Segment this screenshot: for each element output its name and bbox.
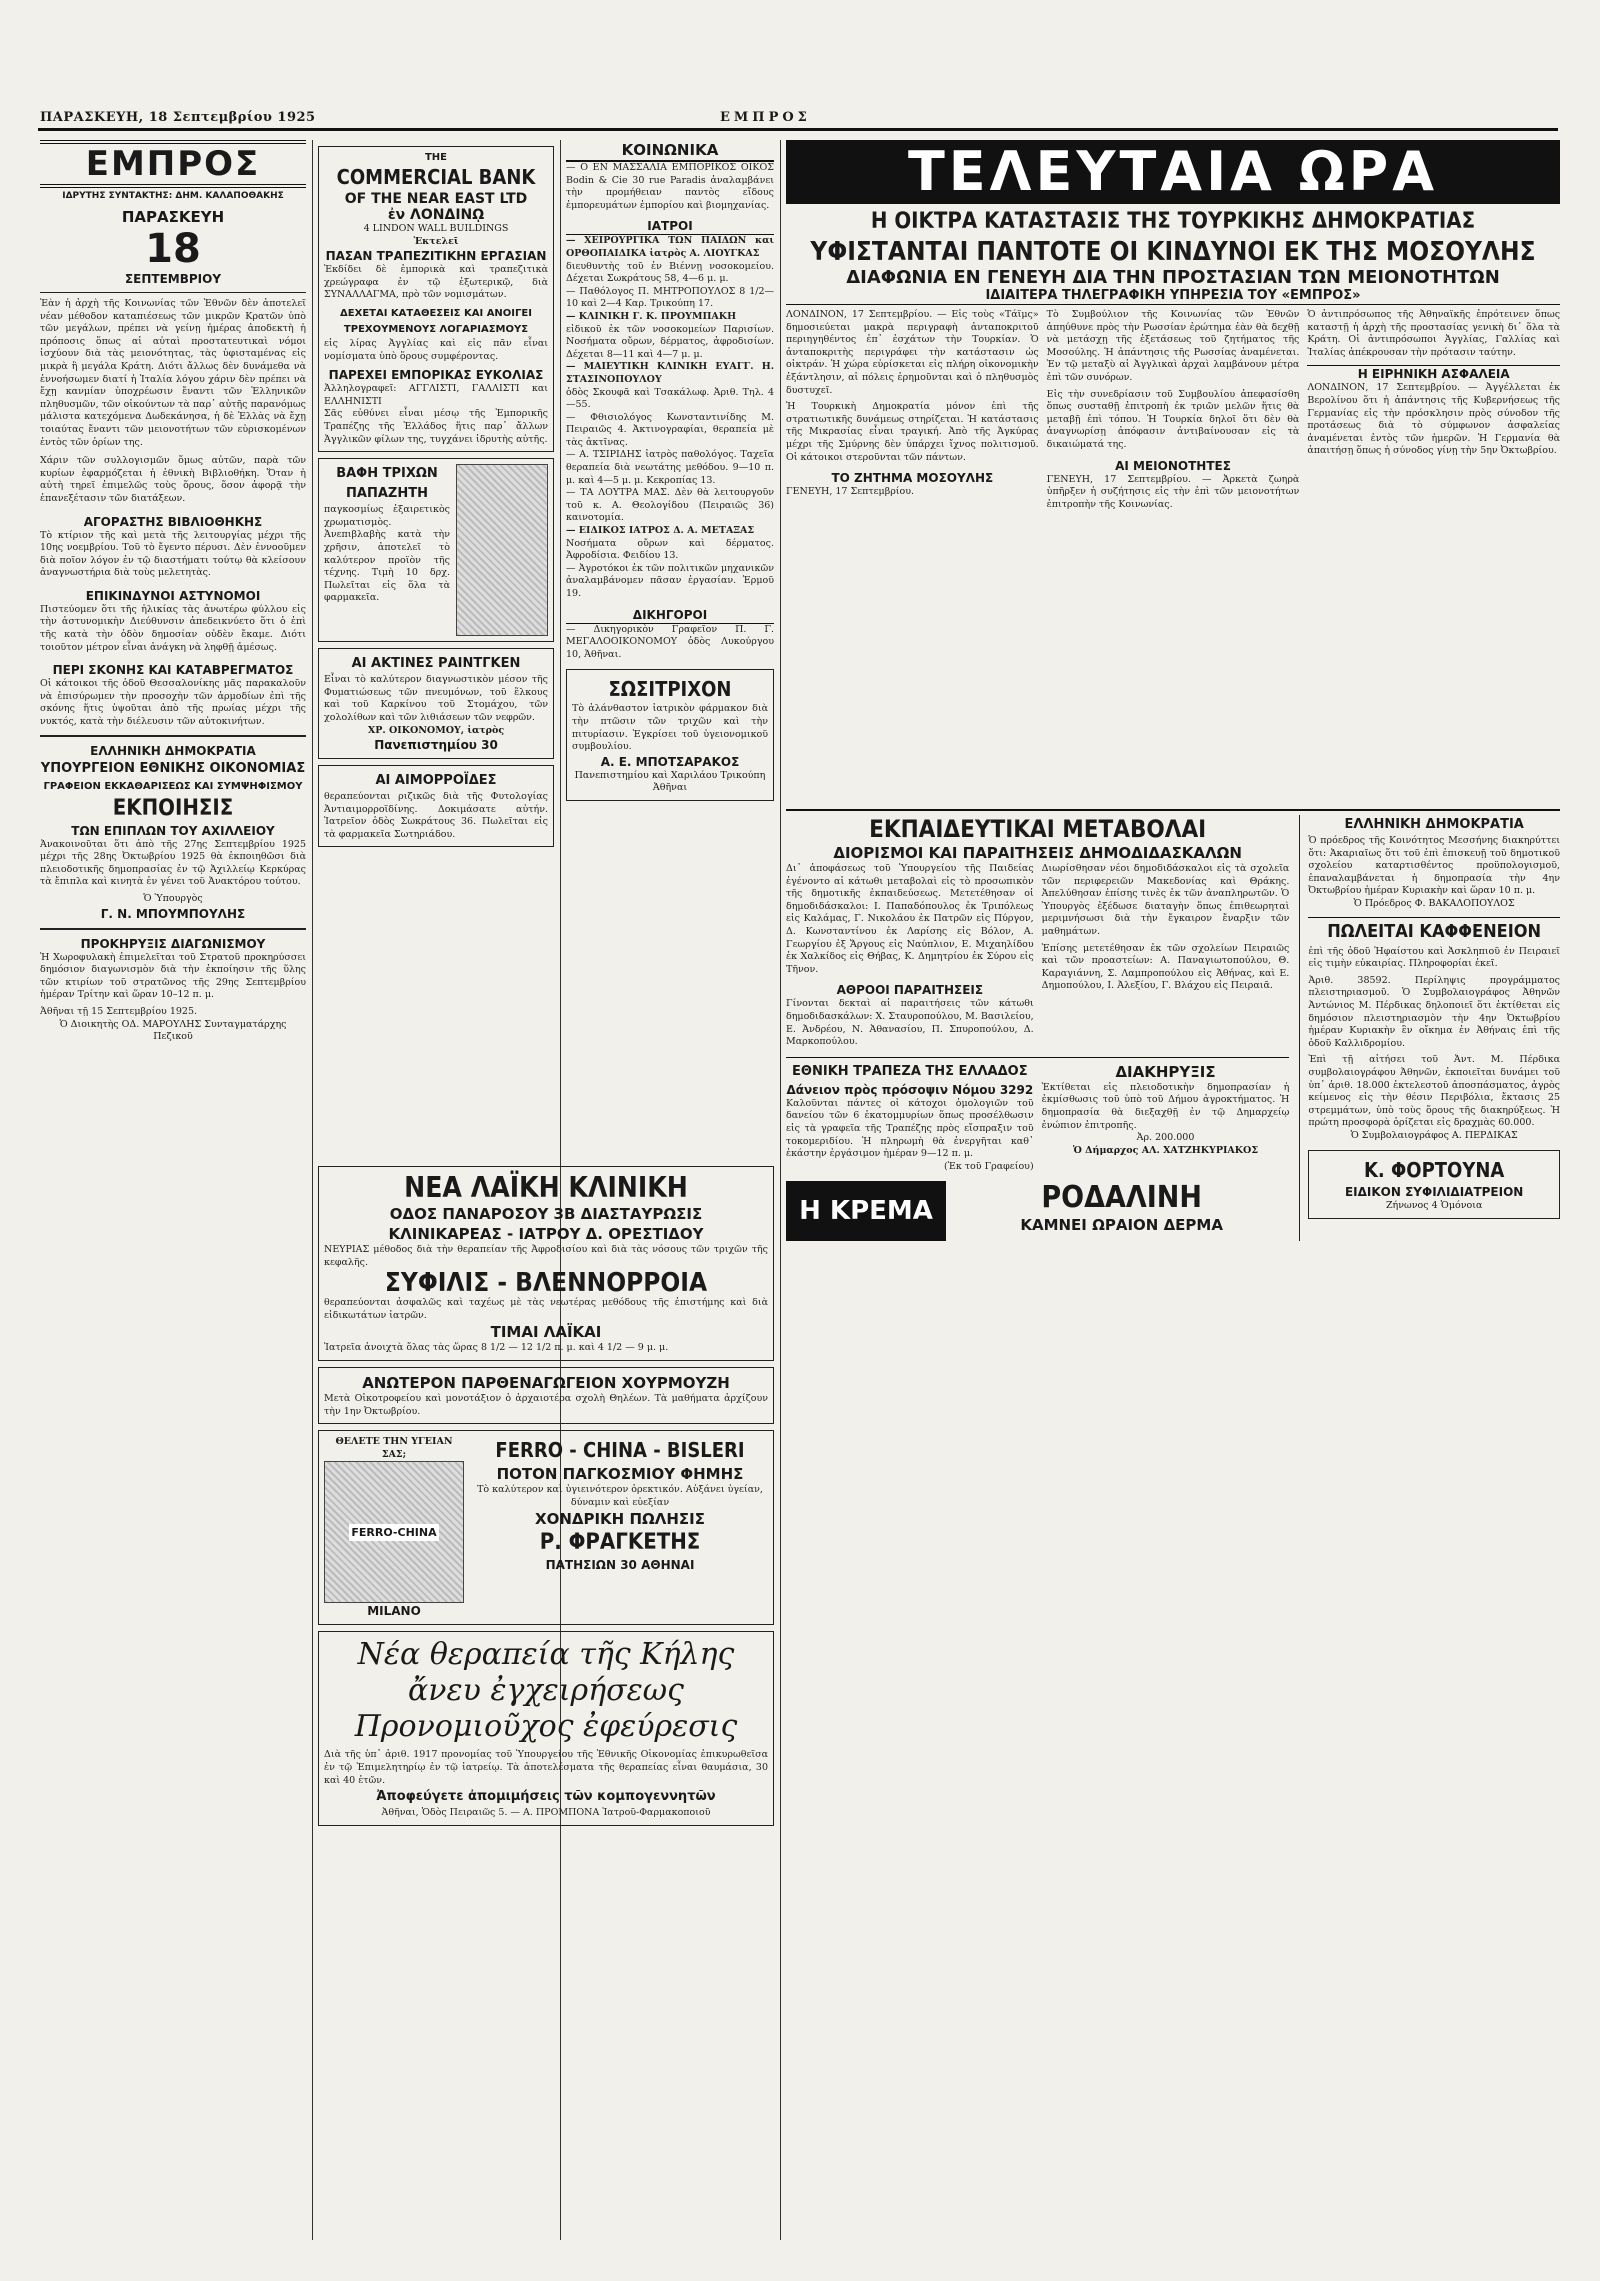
news-columns — [786, 309, 1560, 809]
doctor-7-text: — ΤΑ ΛΟΥΤΡΑ ΜΑΣ. Δὲν θὰ λειτουργοῦν τοῦ κ. Α. Θεολογίδου (Πειραιῶς 36) καινοτομία. — [566, 487, 774, 524]
clinic-location: Ζήνωνος 4 Ὁμόνοια — [1385, 1200, 1483, 1212]
resignations-heading: ΑΘΡΟΟΙ ΠΑΡΑΙΤΗΣΕΙΣ — [836, 983, 984, 998]
decree-amount: Ἀρ. 200.000 — [1136, 1132, 1195, 1144]
clinic-doctor: ΚΛΙΝΙΚΑΡΕΑΣ - ΙΑΤΡΟΥ Δ. ΟΡΕΣΤΙΔΟΥ — [388, 1225, 704, 1243]
minorities-heading: ΑΙ ΜΕΙΟΝΟΤΗΤΕΣ — [1115, 458, 1231, 473]
section-police-text: Πιστεύομεν ὅτι τῆς ἡλικίας τὰς ἀνωτέρω φύλλου εἰς τὴν ἀστυνομικὴν Διεύθυνσιν ἀπεδεικνύετο ὅτι ὁ ἐπὶ τῆς κατὰ τὴν ὁδὸν δημοσίαν οὐδὲν ἔκαμε. Διότι τοιοῦτον μέτρον εἶναι ἀνάγκη νὰ ληφθῇ ἀμέσως. — [40, 603, 306, 653]
column-1 — [40, 140, 306, 2240]
founder-line: ΙΔΡΥΤΗΣ ΣΥΝΤΑΚΤΗΣ: ΔΗΜ. ΚΑΛΑΠΟΘΑΚΗΣ — [62, 191, 284, 201]
hemorrhoids-ad — [318, 765, 554, 847]
clinic-address: ΟΔΟΣ ΠΑΝΑΡΟΣΟΥ 3Β ΔΙΑΣΤΑΥΡΩΣΙΣ — [389, 1205, 703, 1223]
doctor-1-text: διευθυντὴς τοῦ ἐν Βιέννῃ νοσοκομείου. Δέχεται Σωκράτους 58, 4—6 μ. μ. — [566, 260, 774, 285]
clinic-role: ΕΙΔΙΚΟΝ ΣΥΦΙΛΙΔΙΑΤΡΕΙΟΝ — [1344, 1185, 1524, 1200]
doctor-8-title: — ΕΙΔΙΚΟΣ ΙΑΤΡΟΣ Δ. Α. ΜΕΤΑΞΑΣ — [566, 525, 755, 537]
bank-facilities: ΠΑΡΕΧΕΙ ΕΜΠΟΡΙΚΑΣ ΕΥΚΟΛΙΑΣ — [328, 368, 544, 383]
education-text-3: Ἐπίσης μετετέθησαν ἐκ τῶν σχολείων Πειραιῶς καὶ τῶν προαστείων: Α. Παναγιωτοπούλου, Θ. Καραγιάννη, Σ. Λαμπροπούλου εἰς Ἀθήνας, καὶ Ε. Δημοπούλου, Ι. Ἀλεξίου, Γ. Βλάχου εἰς Πειραιᾶ. — [1041, 942, 1290, 992]
ferro-text: Τὸ καλύτερον καὶ ὑγιεινότερον ὀρεκτικόν. Αὐξάνει ὑγείαν, δύναμιν καὶ εὐεξίαν — [477, 1484, 763, 1508]
doctor-4-title: — ΜΑΙΕΥΤΙΚΗ ΚΛΙΝΙΚΗ ΕΥΑΓΓ. Η. ΣΤΑΣΙΝΟΠΟΥΛΟΥ — [566, 361, 774, 385]
ferro-china-ad — [318, 1430, 774, 1625]
social-text: — Ο ΕΝ ΜΑΣΣΑΛΙΑ ΕΜΠΟΡΙΚΟΣ ΟΙΚΟΣ Bodin & Cie 30 rue Paradis ἀναλαμβάνει τὴν προμήθειαν παντὸς εἴδους ἐμπορευμάτων ἐμπορίου καὶ βιομηχανίας. — [566, 162, 774, 211]
doctor-8-text: Νοσήματα οὔρων καὶ δέρματος. Ἀφροδίσια. Φειδίου 13. — [566, 537, 774, 562]
right-notice-text: Ἐπὶ τῇ αἰτήσει τοῦ Ἀντ. Μ. Πέρδικα συμβολαιογράφου Ἀθηνῶν, ἐκποιεῖται δυνάμει τοῦ ὑπ᾽ ἀριθ. 18.000 ἐκτελεστοῦ ἀποσπάσματος, ἀγρὸς κείμενος εἰς τὴν θέσιν Περιβόλια, ἔκτασις 25 στρεμμάτων, ὑπὸ τοὺς ὅρους τῆς διακηρύξεως. Ἡ πρώτη προσφορὰ ὁρίζεται εἰς δραχμὰς 60.000. — [1308, 1054, 1560, 1129]
column-4 — [786, 140, 1560, 2240]
clinic-text-2: θεραπεύονται ἀσφαλῶς καὶ ταχέως μὲ τὰς νεωτέρας μεθόδους τῆς ἐπιστήμης καὶ διὰ εἰδικωτάτων ἰατρῶν. — [324, 1297, 768, 1321]
hernia-warning: Ἀποφεύγετε ἀπομιμήσεις τῶν κομπογεννητῶν — [376, 1789, 716, 1805]
bank-city: ἐν ΛΟΝΔΙΝῼ — [387, 207, 485, 223]
london-report-2: Ἡ Τουρκικὴ Δημοκρατία μόνον ἐπὶ τῆς στρατιωτικῆς δυνάμεως στηρίζεται. Ἡ κατάστασις τῆς Μικρασίας εἶναι τραγική. Ἀπὸ τῆς Ἀγκύρας μέχρι τῆς Σμύρνης δὲν ὑπάρχει ἴχνος πολιτισμοῦ. Οἱ κάτοικοι στεροῦνται τῶν πάντων. — [786, 401, 1039, 463]
lower-section — [786, 809, 1560, 1241]
bank-deposits: ΔΕΧΕΤΑΙ ΚΑΤΑΘΕΣΕΙΣ ΚΑΙ ΑΝΟΙΓΕΙ ΤΡΕΧΟΥΜΕΝΟΥΣ ΛΟΓΑΡΙΑΣΜΟΥΣ — [340, 307, 532, 335]
clinic-ad — [318, 1166, 774, 1361]
ministry-heading: ΕΛΛΗΝΙΚΗ ΔΗΜΟΚΡΑΤΙΑ — [90, 743, 256, 758]
doctor-6-text: — Α. ΤΣΙΡΙΔΗΣ ἰατρὸς παθολόγος. Ταχεῖα θεραπεία διὰ νεωτάτης μεθόδου. 9—10 π. μ. καὶ 4—5 μ. μ. Κεκροπίας 13. — [566, 449, 774, 486]
security-text: ΛΟΝΔΙΝΟΝ, 17 Σεπτεμβρίου. — Ἀγγέλλεται ἐκ Βερολίνου ὅτι ἡ ἀπάντησις τῆς Κυβερνήσεως τῆς Γερμανίας εἰς τὴν πρόσκλησιν πρὸς σύνοδον τῆς προτάσεως διὰ τὸ σύμφωνον ἀσφαλείας ἀναμένεται ἐντὸς τῶν ἡμερῶν. Ἡ Γερμανία θὰ ἀπαιτήσῃ ὅπως ἡ σύνοδος γίνῃ τὴν 5ην Ὀκτωβρίου. — [1307, 382, 1560, 457]
education-text-1: Δι᾽ ἀποφάσεως τοῦ Ὑπουργείου τῆς Παιδείας ἐγένοντο αἱ κάτωθι μεταβολαὶ εἰς τὸ προσωπικὸν τῆς δημοτικῆς ἐκπαιδεύσεως. Μετετέθησαν οἱ δημοδιδάσκαλοι: Ι. Παπαδόπουλος ἐκ Τριπόλεως εἰς Καλάμας, Γ. Νικολάου ἐκ Πατρῶν εἰς Πύργον, Δ. Κωνσταντίνου ἐκ Λαρίσης εἰς Βόλον, Α. Γεωργίου ἐξ Ἄργους εἰς Ναύπλιον, Ε. Μιχαηλίδου ἐκ Χαλκίδος εἰς Θήβας, Κ. Δημητρίου ἐκ Σύρου εἰς Τῆνον. — [786, 863, 1034, 975]
syphilis-clinic-ad — [1308, 1150, 1560, 1219]
bank-executes: Ἐκτελεῖ — [413, 235, 459, 247]
ferro-address: ΠΑΤΗΣΙΩΝ 30 ΑΘΗΝΑΙ — [545, 1558, 695, 1573]
masthead-rule — [38, 128, 1558, 131]
ferro-brand: FERRO - CHINA - BISLERI — [495, 1438, 745, 1463]
school-ad — [318, 1367, 774, 1424]
doctor-2-text: — Παθόλογος Π. ΜΗΤΡΟΠΟΥΛΟΣ 8 1/2—10 καὶ 2—4 Καρ. Τρικούπη 17. — [566, 285, 774, 310]
greek-republic-text: Ὁ πρόεδρος τῆς Κοινότητος Μεσσήνης διακηρύττει ὅτι: Ἀκαριαῖως ὅτι τοῦ ἐπὶ ἐπισκευῇ τοῦ δημοτικοῦ σχολείου καταρτισθέντος προϋπολογισμοῦ, ἐπαναλαμβάνεται ἡ δημοπρασία τὴν 4ην Ὀκτωβρίου ἡμέραν Κυριακὴν καὶ ὥραν 10 π. μ. — [1308, 835, 1560, 897]
auction-text: Ἀνακοινοῦται ὅτι ἀπὸ τῆς 27ης Σεπτεμβρίου 1925 μέχρι τῆς 28ης Ὀκτωβρίου 1925 θὰ ἐκποιηθῶσι διὰ πλειοδοτικῆς δημοπρασίας ἐν τῷ Ἀχιλλείῳ Κερκύρας τὰ ἔπιπλα καὶ κινητὰ ἐν γένει τοῦ Ἀνακτόρου τούτου. — [40, 838, 306, 888]
contest-signature: Ὁ Διοικητὴς ΟΔ. ΜΑΡΟΥΛΗΣ Συνταγματάρχης Πεζικοῦ — [59, 1018, 287, 1043]
education-columns — [786, 863, 1289, 1049]
lead-article: Ἐὰν ἡ ἀρχὴ τῆς Κοινωνίας τῶν Ἐθνῶν δὲν ἀποτελεῖ νέαν μέθοδον καταπιέσεως τῶν μικρῶν Κρατῶν ὑπὸ τῶν μεγάλων, πρέπει νὰ γείνῃ ἡμέρας ἀποδεκτὴ ἡ πρόποσις ὅπως αἱ αὐταὶ προστατευτικαὶ νόμοι ἰσχύουν διὰ τὰς μειονότητας, τὰς ὑφισταμένας εἰς μικρὰ ἢ μεγάλα Κράτη. Διότι ἄλλως δὲν δυνάμεθα νὰ ἐννοήσωμεν διατί ἡ Ἰταλία λόγου χάριν δὲν πρέπει νὰ ἔχῃ κανμίαν ὑποχρέωσιν ἔναντι τῶν Ἑλληνικῶν πληθυσμῶν, τῶν οἰκούντων τὰ παρ᾽ αὐτῆς παρανόμως μάλιστα κατεχόμενα Δωδεκάνησα, ἡ δὲ Ἑλλὰς νὰ ἔχῃ τοιαύτας ἔναντι τῶν μειονοτήτων τῶν εὑρισκομένων ἐντὸς τῶν ὁρίων της. — [40, 298, 306, 448]
decree-text: Ἐκτίθεται εἰς πλειοδοτικὴν δημοπρασίαν ἡ ἐκμίσθωσις τοῦ ὑπὸ τοῦ Δήμου ἀγροκτήματος. Ἡ δημοπρασία θὰ διεξαχθῇ ἐν τῷ Δημαρχείῳ ἐνώπιον ἐπιτροπῆς. — [1041, 1081, 1290, 1131]
hair-dye-ad — [318, 458, 554, 642]
school-title: ΑΝΩΤΕΡΟΝ ΠΑΡΘΕΝΑΓΩΓΕΙΟΝ ΧΟΥΡΜΟΥΖΗ — [362, 1373, 730, 1392]
hernia-text: Διὰ τῆς ὑπ᾽ ἀριθ. 1917 προνομίας τοῦ Ὑπουργείου τῆς Ἐθνικῆς Οἰκονομίας ἐπικυρωθεῖσα ἐν τῷ Ἐπιμελητηρίῳ ἐν τῷ ἰατρείῳ. Τὰ ἀποτελέσματα τῆς θεραπείας εἶναι θαυμάσια, 30 καὶ 40 ἐτῶν. — [324, 1749, 768, 1786]
contest-text: Ἡ Χωροφυλακὴ ἐπιμελεῖται τοῦ Στρατοῦ προκηρύσσει δημόσιον διαγωνισμὸν διὰ τὴν ἐκποίησιν τῆς ὕλης τῶν κτιρίων τοῦ στρατῶνος τῆς 29ης Σεπτεμβρίου ἡμέραν Τρίτην καὶ ὥραν 10–12 π. μ. — [40, 951, 306, 1001]
wide-ads — [318, 1160, 774, 2240]
clinic-hours: Ἰατρεῖα ἀνοιχτὰ ὅλας τὰς ὥρας 8 1/2 — 12 1/2 π. μ. καὶ 4 1/2 — 9 μ. μ. — [324, 1342, 669, 1354]
section-dust-text: Οἱ κάτοικοι τῆς ὁδοῦ Θεσσαλονίκης μᾶς παρακαλοῦν νὰ ἐπισύρωμεν τὴν προσοχὴν τῶν ἁρμοδίων ἐπὶ τῆς σκόνης ἥτις ὑψοῦται ἀπὸ τῆς πρωίας μέχρι τῆς νυκτός, κατὰ τὴν διέλευσιν τῶν αὐτοκινήτων. — [40, 678, 306, 728]
minorities-continued: Ὁ ἀντιπρόσωπος τῆς Ἀθηναϊκῆς ἐπρότεινεν ὅπως καταστῇ ἡ ἀρχὴ τῆς προστασίας γενικὴ δι᾽ ὅλα τὰ Κράτη. Οἱ ἀντιπρόσωποι Ἀγγλίας, Γαλλίας καὶ Ἰταλίας ἀπέκρουσαν τὴν πρότασιν ταύτην. — [1307, 309, 1560, 358]
clinic-title: ΝΕΑ ΛΑΪΚΗ ΚΛΙΝΙΚΗ — [404, 1171, 688, 1204]
headline-turkey: Η ΟΙΚΤΡΑ ΚΑΤΑΣΤΑΣΙΣ ΤΗΣ ΤΟΥΡΚΙΚΗΣ ΔΗΜΟΚΡΑΤΙΑΣ — [870, 209, 1476, 234]
cafe-text: ἐπὶ τῆς ὁδοῦ Ἡφαίστου καὶ Ἀσκληπιοῦ ἐν Πειραιεῖ εἰς τιμὴν εὐκαιρίας. Πληροφορίαι ἐκεῖ. — [1308, 945, 1560, 970]
cream-brand: Η ΚΡΕΜΑ — [786, 1181, 946, 1241]
cream-ad — [786, 1181, 1289, 1241]
league-report-2: Εἰς τὴν συνεδρίασιν τοῦ Συμβουλίου ἀπεφασίσθη ὅπως συσταθῇ ἐπιτροπὴ ἐκ τριῶν μελῶν ἥτις θὰ μεταβῇ ἐπὶ τόπου. Ἡ Τουρκία δηλοῖ ὅτι δὲν θὰ ἀναγνωρίσῃ ἀπόφασιν ἀντιβαίνουσαν εἰς τὰ δικαιώματά της. — [1046, 388, 1300, 450]
lead-article-continued: Χάριν τῶν συλλογισμῶν ὅμως αὐτῶν, παρὰ τῶν κυρίων ἐφαρμόζεται ἡ ἐθνικὴ Βιβλιοθήκη. Ὅταν ἡ αὐτὴ τηρεῖ ἐπιμελῶς τοὺς ὅρους, ὅσον ἀφορᾷ τὴν ἐπανεξέτασιν τῶν διατάξεων. — [40, 455, 306, 504]
notices-row — [786, 1057, 1289, 1174]
hair-tonic-agent: Α. Ε. ΜΠΟΤΣΑΡΑΚΟΣ — [600, 754, 740, 769]
doctor-3-title: — ΚΛΙΝΙΚΗ Γ. Κ. ΠΡΟΥΜΠΑΚΗ — [566, 310, 737, 322]
hair-tonic-text: Τὸ ἀλάνθαστον ἰατρικὸν φάρμακον διὰ τὴν πτῶσιν τῶν τριχῶν καὶ τὴν πιτυρίασιν. Ἐγκρίσει τοῦ ὑγειονομικοῦ συμβουλίου. — [572, 703, 768, 753]
column-rule — [312, 140, 313, 2240]
section-police-heading: ΕΠΙΚΙΝΔΥΝΟΙ ΑΣΤΥΝΟΜΟΙ — [85, 588, 261, 603]
auction-sign-role: Ὁ Ὑπουργὸς — [143, 893, 203, 904]
hernia-title-2: ἄνευ ἐγχειρήσεως — [408, 1673, 684, 1709]
right-notice-signature: Ὁ Συμβολαιογράφος Α. ΠΕΡΔΙΚΑΣ — [1350, 1129, 1518, 1141]
social-heading: ΚΟΙΝΩΝΙΚΑ — [566, 140, 774, 162]
hair-dye-title: ΒΑΦΗ ΤΡΙΧΩΝ ΠΑΠΑΖΗΤΗ — [336, 466, 438, 502]
auction-notice-text: Ἀριθ. 38592. Περίληψις προγράμματος πλειστηριασμοῦ. Ὁ Συμβολαιογράφος Ἀθηνῶν Ἀντώνιος Μ. Πέρδικας δηλοποιεῖ ὅτι ἐκτίθεται εἰς δημόσιον πλειστηριασμὸν τὴν 4ην Ὀκτωβρίου ἡμέραν Κυριακὴν ἓν οἴκημα ἐν Ἀθήναις ἐπὶ τῆς ὁδοῦ Καλλιδρομίου. — [1308, 974, 1560, 1049]
doctors-heading: ΙΑΤΡΟΙ — [566, 218, 774, 235]
header-date: ΠΑΡΑΣΚΕΥΗ, 18 Σεπτεμβρίου 1925 — [40, 110, 316, 125]
ministry-subtitle: ΓΡΑΦΕΙΟΝ ΕΚΚΑΘΑΡΙΣΕΩΣ ΚΑΙ ΣΥΜΨΗΦΙΣΜΟΥ — [43, 780, 303, 792]
london-report-1: ΛΟΝΔΙΝΟΝ, 17 Σεπτεμβρίου. — Εἰς τοὺς «Τάϊμς» δημοσιεύεται μακρὰ περιγραφὴ ἀνταποκριτοῦ περιηγηθέντος ἐπ᾽ ἐσχάτων τὴν Τουρκίαν. Ὁ ἀνταποκριτὴς περιγράφει τὴν κατάστασιν ὡς οἰκτράν. Ἡ χώρα εὑρίσκεται εἰς πλήρη οἰκονομικὴν ἐξάντλησιν, αἱ πόλεις ἐρημοῦνται καὶ ὁ πληθυσμὸς δυστυχεῖ. — [786, 309, 1039, 396]
xray-ad — [318, 648, 554, 759]
hair-tonic-address: Πανεπιστημίου καὶ Χαριλάου Τρικούπη Ἀθῆναι — [574, 769, 766, 794]
contest-heading: ΠΡΟΚΗΡΥΞΙΣ ΔΙΑΓΩΝΙΣΜΟΥ — [80, 936, 266, 951]
column-rule — [780, 140, 781, 2240]
hemorrhoids-title: ΑΙ ΑΙΜΟΡΡΟΪΔΕΣ — [375, 773, 497, 789]
mosul-question-heading: ΤΟ ΖΗΤΗΜΑ ΜΟΣΟΥΛΗΣ — [831, 471, 994, 486]
greek-republic-heading: ΕΛΛΗΝΙΚΗ ΔΗΜΟΚΡΑΤΙΑ — [1344, 817, 1524, 832]
bank-text-1: Ἐκδίδει δὲ ἐμπορικὰ καὶ τραπεζιτικὰ χρεώγραφα ἐν τῷ ἐξωτερικῷ, διὰ ΣΥΝΑΛΛΑΓΜΑ, πρὸ τῶν νομισμάτων. — [324, 264, 548, 301]
hemorrhoids-text: θεραπεύονται ριζικῶς διὰ τῆς Φυτολογίας Ἀντιαιμορροϊδίνης. Δοκιμάσατε αὐτήν. Ἰατρεῖον ὁδὸς Σωκράτους 36. Πωλεῖται εἰς τὰ φαρμακεῖα Σωτηριάδου. — [324, 791, 548, 840]
security-heading: Η ΕΙΡΗΝΙΚΗ ΑΣΦΑΛΕΙΑ — [1307, 365, 1560, 382]
lawyers-heading: ΔΙΚΗΓΟΡΟΙ — [566, 607, 774, 624]
xray-doctor: ΧΡ. ΟΙΚΟΝΟΜΟΥ, ἰατρὸς — [367, 724, 505, 736]
header-paper-name: ΕΜΠΡΟΣ — [720, 110, 811, 125]
resignations-text: Γίνονται δεκταὶ αἱ παραιτήσεις τῶν κάτωθι δημοδιδασκάλων: Χ. Σταυροπούλου, Μ. Βασιλείου, Ε. Ἀνδρέου, Ν. Ἀθανασίου, Π. Σπυροπούλου, Δ. Μαρκοπούλου. — [786, 998, 1034, 1048]
last-hour-banner: ΤΕΛΕΥΤΑΙΑ ΩΡΑ — [786, 140, 1560, 204]
day-number: 18 — [145, 226, 201, 272]
hernia-title-3: Προνομιοῦχος ἐφεύρεσις — [354, 1709, 738, 1745]
doctor-5-text: — Φθισιολόγος Κωνσταντινίδης Μ. Πειραιῶς 4. Ἀκτινογραφίαι, θεραπεία μὲ τὰς ἀκτῖνας. — [566, 411, 774, 448]
greek-republic-signature: Ὁ Πρόεδρος Φ. ΒΑΚΑΛΟΠΟΥΛΟΣ — [1353, 897, 1515, 909]
ferro-lion-illustration — [324, 1461, 464, 1603]
national-bank-heading: ΕΘΝΙΚΗ ΤΡΑΠΕΖΑ ΤΗΣ ΕΛΛΑΔΟΣ — [792, 1063, 1028, 1079]
cream-name: ΡΟΔΑΛΙΝΗ — [1041, 1180, 1202, 1216]
ferro-slogan: ΘΕΛΕΤΕ ΤΗΝ ΥΓΕΙΑΝ ΣΑΣ; — [335, 1436, 453, 1460]
ferro-agent: Ρ. ΦΡΑΓΚΕΤΗΣ — [539, 1530, 701, 1556]
bank-operations: ΠΑΣΑΝ ΤΡΑΠΕΖΙΤΙΚΗΝ ΕΡΓΑΣΙΑΝ — [325, 249, 547, 264]
hernia-ad — [318, 1631, 774, 1825]
auction-subtitle: ΤΩΝ ΕΠΙΠΛΩΝ ΤΟΥ ΑΧΙΛΛΕΙΟΥ — [71, 823, 275, 838]
lawyer-text: — Δικηγορικὸν Γραφεῖον Π. Γ. ΜΕΓΑΛΟΟΙΚΟΝΟΜΟΥ ὁδὸς Λυκούργου 10, Ἀθῆναι. — [566, 623, 774, 660]
decree-signature: Ὁ Δήμαρχος ΑΛ. ΧΑΤΖΗΚΥΡΙΑΚΟΣ — [1072, 1144, 1259, 1156]
xray-title: ΑΙ ΑΚΤΙΝΕΣ ΡΑΙΝΤΓΚΕΝ — [351, 656, 521, 672]
geneva-dateline: ΓΕΝΕΥΗ, 17 Σεπτεμβρίου. — [786, 486, 915, 498]
section-library-text: Τὸ κτίριον τῆς καὶ μετὰ τῆς λειτουργίας μέχρι τῆς 10ης νοεμβρίου. Τοῦ τὸ ἔγεντο πέρυσι. Δὲν ἐννοοῦμεν διὰ ποῖον λόγον ἐν τῷ διαστήματι τούτῳ θὰ κλείσουν ἀναγνωστήρια διὰ τοὺς μελετητὰς. — [40, 529, 306, 579]
cream-subtitle: ΚΑΜΝΕΙ ΩΡΑΙΟΝ ΔΕΡΜΑ — [1020, 1216, 1223, 1235]
section-dust-heading: ΠΕΡΙ ΣΚΟΝΗΣ ΚΑΙ ΚΑΤΑΒΡΕΓΜΑΤΟΣ — [52, 663, 294, 678]
doctor-1-title: — ΧΕΙΡΟΥΡΓΙΚΑ ΤΩΝ ΠΑΙΔΩΝ και ΟΡΘΟΠΑΙΔΙΚΑ ἰατρὸς Α. ΛΙΟΥΓΚΑΣ — [566, 235, 774, 259]
xray-text: Εἶναι τὸ καλύτερον διαγνωστικὸν μέσον τῆς Φυματιώσεως τῶν πνευμόνων, τοῦ ἕλκους καὶ τοῦ Καρκίνου τοῦ Στομάχου, τῶν χολολίθων καὶ τῶν λιθιάσεων τῶν νεφρῶν. — [324, 674, 548, 723]
contest-date: Ἀθῆναι τῇ 15 Σεπτεμβρίου 1925. — [40, 1005, 198, 1017]
education-heading: ΕΚΠΑΙΔΕΥΤΙΚΑΙ ΜΕΤΑΒΟΛΑΙ — [869, 815, 1207, 843]
doctor-9-text: — Ἀγροτόκοι ἐκ τῶν πολιτικῶν μηχανικῶν ἀναλαμβάνομεν πᾶσαν ἐργασίαν. Ἑρμοῦ 19. — [566, 562, 774, 599]
bank-ad — [318, 146, 554, 452]
auction-sign-name: Γ. Ν. ΜΠΟΥΜΠΟΥΛΗΣ — [100, 906, 246, 921]
minorities-text: ΓΕΝΕΥΗ, 17 Σεπτεμβρίου. — Ἀρκετὰ ζωηρὰ ὑπῆρξεν ἡ συζήτησις εἰς τὴν ἐπὶ τῶν μειονοτήτων ἐπιτροπὴν τῆς Κοινωνίας. — [1046, 473, 1300, 510]
hair-dye-text: παγκοσμίως ἐξαιρετικὸς χρωματισμὸς. Ἀνεπιβλαβὴς κατὰ τὴν χρῆσιν, ἀποτελεῖ τὸ καλύτερον προϊὸν τῆς τέχνης. Τιμὴ 10 δρχ. Πωλεῖται εἰς ὅλα τὰ φαρμακεῖα. — [324, 504, 450, 604]
xray-address: Πανεπιστημίου 30 — [374, 738, 498, 753]
bank-name: COMMERCIAL BANK — [336, 165, 536, 189]
auction-title: ΕΚΠΟΙΗΣΙΣ — [112, 795, 234, 821]
ferro-logo-text: FERRO-CHINA — [351, 1525, 437, 1539]
headline-geneva: ΔΙΑΦΩΝΙΑ ΕΝ ΓΕΝΕΥΗ ΔΙΑ ΤΗΝ ΠΡΟΣΤΑΣΙΑΝ ΤΩΝ ΜΕΙΟΝΟΤΗΤΩΝ — [846, 267, 1500, 288]
education-subheading: ΔΙΟΡΙΣΜΟΙ ΚΑΙ ΠΑΡΑΙΤΗΣΕΙΣ ΔΗΜΟΔΙΔΑΣΚΑΛΩΝ — [833, 844, 1242, 862]
bank-address: 4 LINDON WALL BUILDINGS — [363, 223, 509, 234]
decree-heading: ΔΙΑΚΗΡΥΞΙΣ — [1115, 1062, 1216, 1081]
school-text: Μετὰ Οἰκοτροφείου καὶ μονοτάξιον ὁ ἀρχαιοτέρα σχολὴ Θηλέων. Τὰ μαθήματα ἀρχίζουν τὴν 1ην Ὀκτωβρίου. — [324, 1392, 768, 1417]
telegraph-service: ΙΔΙΑΙΤΕΡΑ ΤΗΛΕΓΡΑΦΙΚΗ ΥΠΗΡΕΣΙΑ ΤΟΥ «ΕΜΠΡΟΣ» — [786, 288, 1560, 305]
headline-mosul: ΥΦΙΣΤΑΝΤΑΙ ΠΑΝΤΟΤΕ ΟΙ ΚΙΝΔΥΝΟΙ ΕΚ ΤΗΣ ΜΟΣΟΥΛΗΣ — [810, 237, 1536, 267]
clinic-big: ΣΥΦΙΛΙΣ - ΒΛΕΝΝΟΡΡΟΙΑ — [384, 1268, 708, 1299]
day-name: ΠΑΡΑΣΚΕΥΗ — [121, 208, 225, 226]
education-text-2: Διωρίσθησαν νέοι δημοδιδάσκαλοι εἰς τὰ σχολεῖα τῶν περιφερειῶν Μακεδονίας καὶ Θράκης. Ἀπελύθησαν ἐπίσης τινὲς ἐκ τῶν ἀναπληρωτῶν. Ὁ Ὑπουργὸς ἐξέδωσε διαταγὴν ὅπως ἐπιθεωρηταὶ μεριμνήσωσι διὰ τὴν ἔγκαιρον ἔναρξιν τῶν μαθημάτων. — [1041, 863, 1290, 937]
hernia-address: Ἀθῆναι, Ὁδὸς Πειραιῶς 5. — Α. ΠΡΟΜΠΟΝΑ Ἰατροῦ-Φαρμακοποιοῦ — [381, 1807, 711, 1819]
masthead-logo: ΕΜΠΡΟΣ — [40, 140, 306, 188]
hair-dye-illustration — [456, 464, 548, 636]
cafe-heading: ΠΩΛΕΙΤΑΙ ΚΑΦΦΕΝΕΙΟΝ — [1308, 917, 1560, 946]
ferro-subtitle: ΠΟΤΟΝ ΠΑΓΚΟΣΜΙΟΥ ΦΗΜΗΣ — [496, 1465, 744, 1484]
hernia-title-1: Νέα θεραπεία τῆς Κήλης — [357, 1637, 735, 1673]
hair-tonic-ad — [566, 669, 774, 801]
section-library-heading: ΑΓΟΡΑΣΤΗΣ ΒΙΒΛΙΟΘΗΚΗΣ — [83, 514, 263, 529]
league-report-1: Τὸ Συμβούλιον τῆς Κοινωνίας τῶν Ἐθνῶν ἀπηύθυνε πρὸς τὴν Ρωσσίαν ἐρώτημα ἐὰν θὰ δεχθῇ νὰ μετάσχῃ τῆς ἐξετάσεως τοῦ ζητήματος τῆς Μοσούλης. Ἡ ἀπάντησις τῆς Ρωσσίας ἀναμένεται. Ἐν τῷ μεταξὺ αἱ Ἀγγλικαὶ ἀρχαὶ λαμβάνουν μέτρα ἐπὶ τῶν συνόρων. — [1046, 309, 1300, 383]
clinic-text: ΝΕΥΡΙΑΣ μέθοδος διὰ τὴν θεραπείαν τῆς Ἀφροδισίου καὶ διὰ τὰς νόσους τῶν τριχῶν τῆς κεφαλῆς. — [324, 1244, 768, 1268]
bank-pre: THE — [424, 152, 448, 163]
national-bank-sign: (Ἐκ τοῦ Γραφείου) — [944, 1160, 1034, 1172]
bank-languages: Ἀλληλογραφεῖ: ΑΓΓΛΙΣΤΙ, ΓΑΛΛΙΣΤΙ και ΕΛΛΗΝΙΣΤΙ — [324, 383, 548, 407]
national-bank-subheading: Δάνειον πρὸς πρόσοψιν Νόμου 3292 — [786, 1082, 1034, 1097]
clinic-prices: ΤΙΜΑΙ ΛΑΪΚΑΙ — [490, 1323, 602, 1342]
ferro-city: MILANO — [367, 1604, 421, 1619]
ferro-wholesale: ΧΟΝΔΡΙΚΗ ΠΩΛΗΣΙΣ — [535, 1510, 705, 1529]
column-3 — [566, 140, 774, 1160]
bank-text-2: εἰς λίρας Ἀγγλίας καὶ εἰς πᾶν εἶναι νομίσματα ὑπὸ ὅρους συμφέροντας. — [324, 337, 548, 362]
doctor-4-text: ὁδὸς Σκουφᾶ καὶ Τσακάλωφ. Ἀριθ. Τηλ. 4—55. — [566, 386, 774, 411]
national-bank-text: Καλοῦνται πάντες οἱ κάτοχοι ὁμολογιῶν τοῦ δανείου τῶν 6 ἑκατομμυρίων ὅπως προσέλθωσιν εἰς τὰ γραφεῖα τῆς Τραπέζης πρὸς εἴσπραξιν τοῦ τοκομεριδίου. Ἡ πληρωμὴ θὰ ἐνεργῆται καθ᾽ ἑκάστην ἐργάσιμον ἡμέραν 9—12 π. μ. — [786, 1097, 1034, 1160]
doctor-3-text: εἰδικοῦ ἐκ τῶν νοσοκομείων Παρισίων. Νοσήματα οὔρων, δέρματος, ἀφροδισίων. Δέχεται 8—11 καὶ 4—7 μ. μ. — [566, 323, 774, 360]
month-name: ΣΕΠΤΕΜΒΡΙΟΥ — [124, 272, 222, 286]
hair-tonic-title: ΣΩΣΙΤΡΙΧΟΝ — [608, 677, 732, 702]
ministry-name: ΥΠΟΥΡΓΕΙΟΝ ΕΘΝΙΚΗΣ ΟΙΚΟΝΟΜΙΑΣ — [40, 760, 306, 776]
bank-of: OF THE NEAR EAST LTD — [344, 191, 528, 207]
clinic-owner: Κ. ΦΟΡΤΟΥΝΑ — [1363, 1158, 1505, 1183]
bank-text-3: Σᾶς εὐθύνει εἶναι μέσῳ τῆς Ἐμπορικῆς Τραπέζης τῆς Ἑλλάδος ἥτις παρ᾽ ἄλλων Ἀγγλικῶν φίλων της, τυγχάνει ἰδρυτὴς αὐτῆς. — [324, 408, 548, 445]
